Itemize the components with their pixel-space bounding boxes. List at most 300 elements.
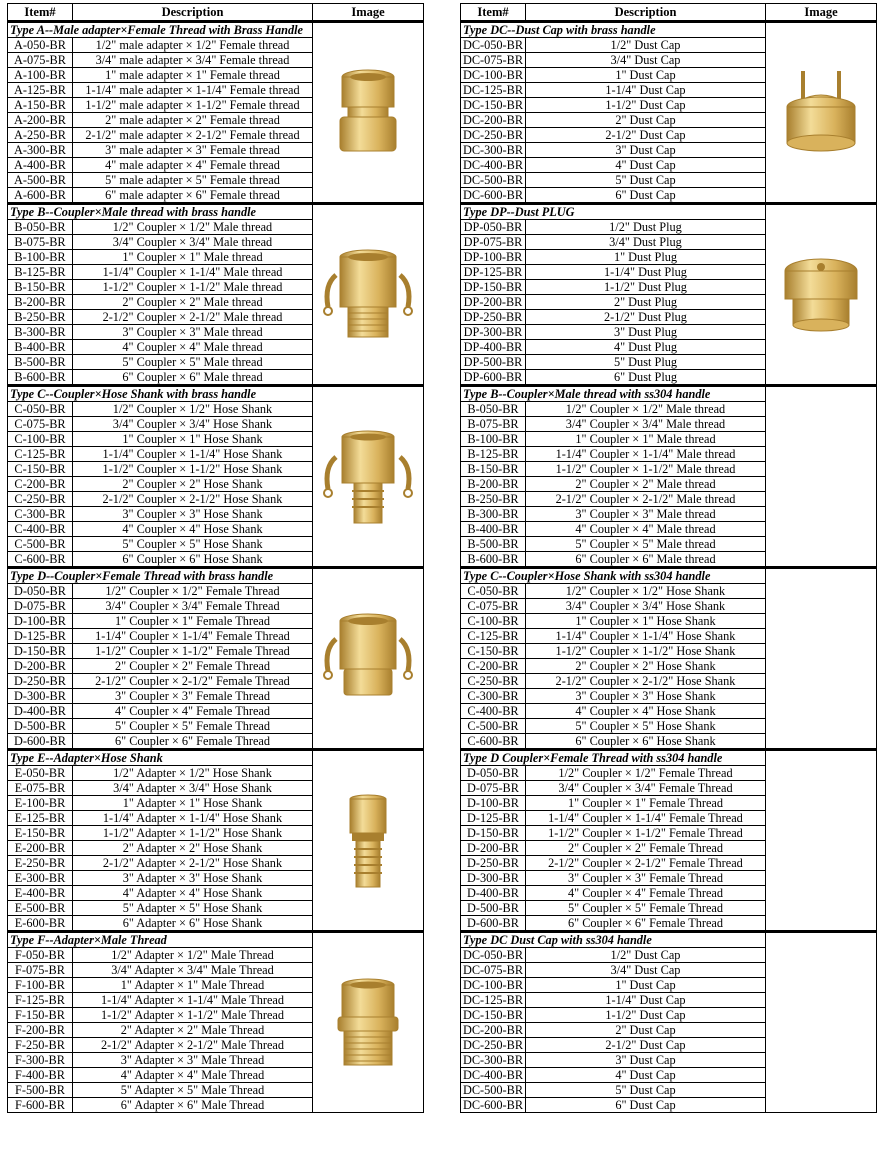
item-description: 5" Coupler × 5" Female Thread xyxy=(526,901,766,916)
item-description: 1/2" Coupler × 1/2" Hose Shank xyxy=(73,402,313,417)
item-description: 1-1/2" Dust Cap xyxy=(526,1008,766,1023)
item-code: DC-300-BR xyxy=(461,1053,526,1068)
item-description: 2" Adapter × 2" Male Thread xyxy=(73,1023,313,1038)
item-description: 6" Dust Cap xyxy=(526,188,766,204)
product-image xyxy=(313,750,424,932)
item-code: DP-500-BR xyxy=(461,355,526,370)
item-code: DC-125-BR xyxy=(461,83,526,98)
item-code: F-050-BR xyxy=(8,948,73,963)
section-title-row xyxy=(8,568,424,584)
item-code: E-125-BR xyxy=(8,811,73,826)
item-code: D-100-BR xyxy=(461,796,526,811)
item-code: C-075-BR xyxy=(461,599,526,614)
item-description: 1-1/2" Coupler × 1-1/2" Female Thread xyxy=(73,644,313,659)
item-description: 3" Adapter × 3" Hose Shank xyxy=(73,871,313,886)
item-code: A-125-BR xyxy=(8,83,73,98)
item-code: DC-300-BR xyxy=(461,143,526,158)
item-description: 3/4" Coupler × 3/4" Male thread xyxy=(526,417,766,432)
item-code: F-100-BR xyxy=(8,978,73,993)
item-description: 3/4" Coupler × 3/4" Male thread xyxy=(73,235,313,250)
item-description: 3/4" Dust Cap xyxy=(526,53,766,68)
item-code: A-200-BR xyxy=(8,113,73,128)
item-code: DC-100-BR xyxy=(461,68,526,83)
item-code: C-200-BR xyxy=(461,659,526,674)
item-description: 2-1/2" Coupler × 2-1/2" Female Thread xyxy=(526,856,766,871)
item-code: C-150-BR xyxy=(8,462,73,477)
item-code: D-300-BR xyxy=(8,689,73,704)
item-description: 1" Dust Cap xyxy=(526,68,766,83)
item-description: 4" Coupler × 4" Female Thread xyxy=(526,886,766,901)
item-code: DP-300-BR xyxy=(461,325,526,340)
item-description: 1-1/2" Adapter × 1-1/2" Male Thread xyxy=(73,1008,313,1023)
item-code: C-600-BR xyxy=(461,734,526,750)
item-description: 4" Coupler × 4" Hose Shank xyxy=(526,704,766,719)
item-description: 1/2" Dust Cap xyxy=(526,38,766,53)
item-description: 1/2" Coupler × 1/2" Hose Shank xyxy=(526,584,766,599)
item-description: 1-1/2" Coupler × 1-1/2" Hose Shank xyxy=(73,462,313,477)
dust-plug-icon xyxy=(771,245,871,345)
item-description: 6" Coupler × 6" Male thread xyxy=(526,552,766,568)
item-code: E-200-BR xyxy=(8,841,73,856)
section-title: Type B--Coupler×Male thread with brass handle xyxy=(8,204,313,220)
item-description: 1/2" Dust Plug xyxy=(526,220,766,235)
item-description: 5" Coupler × 5" Hose Shank xyxy=(526,719,766,734)
item-description: 1-1/4" Coupler × 1-1/4" Male thread xyxy=(526,447,766,462)
item-code: DC-400-BR xyxy=(461,1068,526,1083)
section-title: Type DC--Dust Cap with brass handle xyxy=(461,22,766,38)
section-title-row xyxy=(8,22,424,38)
item-code: D-200-BR xyxy=(8,659,73,674)
section-title-row xyxy=(461,568,877,584)
product-image-empty xyxy=(766,750,877,932)
item-code: DP-100-BR xyxy=(461,250,526,265)
section-title-row xyxy=(461,204,877,220)
item-code: B-300-BR xyxy=(461,507,526,522)
item-description: 1" Adapter × 1" Hose Shank xyxy=(73,796,313,811)
item-code: D-200-BR xyxy=(461,841,526,856)
item-description: 2" Dust Cap xyxy=(526,1023,766,1038)
item-description: 1" Adapter × 1" Male Thread xyxy=(73,978,313,993)
item-code: C-500-BR xyxy=(8,537,73,552)
item-description: 4" Dust Plug xyxy=(526,340,766,355)
header-image: Image xyxy=(313,4,424,22)
item-description: 2-1/2" Dust Plug xyxy=(526,310,766,325)
item-description: 6" Coupler × 6" Female Thread xyxy=(526,916,766,932)
product-image xyxy=(313,568,424,750)
item-description: 1-1/2" Coupler × 1-1/2" Male thread xyxy=(73,280,313,295)
item-code: D-600-BR xyxy=(8,734,73,750)
item-description: 2-1/2" Coupler × 2-1/2" Hose Shank xyxy=(73,492,313,507)
section-title-row xyxy=(461,932,877,948)
item-description: 3/4" Dust Plug xyxy=(526,235,766,250)
item-code: C-250-BR xyxy=(461,674,526,689)
item-code: A-050-BR xyxy=(8,38,73,53)
item-description: 3" Coupler × 3" Male thread xyxy=(73,325,313,340)
item-code: D-500-BR xyxy=(8,719,73,734)
item-code: C-250-BR xyxy=(8,492,73,507)
item-code: B-125-BR xyxy=(461,447,526,462)
item-description: 5" Dust Plug xyxy=(526,355,766,370)
item-code: D-500-BR xyxy=(461,901,526,916)
item-description: 1" Coupler × 1" Hose Shank xyxy=(73,432,313,447)
item-code: C-500-BR xyxy=(461,719,526,734)
item-description: 1-1/4" Coupler × 1-1/4" Female Thread xyxy=(73,629,313,644)
item-code: D-050-BR xyxy=(8,584,73,599)
item-code: D-600-BR xyxy=(461,916,526,932)
item-description: 4" Coupler × 4" Hose Shank xyxy=(73,522,313,537)
item-code: DP-200-BR xyxy=(461,295,526,310)
item-description: 1/2" male adapter × 1/2" Female thread xyxy=(73,38,313,53)
item-description: 1-1/2" Coupler × 1-1/2" Female Thread xyxy=(526,826,766,841)
item-code: A-400-BR xyxy=(8,158,73,173)
item-code: A-100-BR xyxy=(8,68,73,83)
item-description: 5" Adapter × 5" Hose Shank xyxy=(73,901,313,916)
item-description: 6" Coupler × 6" Hose Shank xyxy=(526,734,766,750)
item-description: 2" Coupler × 2" Male thread xyxy=(526,477,766,492)
item-description: 4" Adapter × 4" Male Thread xyxy=(73,1068,313,1083)
item-description: 2" male adapter × 2" Female thread xyxy=(73,113,313,128)
item-code: C-400-BR xyxy=(461,704,526,719)
item-description: 5" Dust Cap xyxy=(526,1083,766,1098)
item-code: E-075-BR xyxy=(8,781,73,796)
item-description: 1" Coupler × 1" Male thread xyxy=(73,250,313,265)
item-description: 5" Coupler × 5" Male thread xyxy=(526,537,766,552)
product-image xyxy=(313,22,424,204)
right-catalog-body xyxy=(461,22,877,1113)
item-code: DC-050-BR xyxy=(461,38,526,53)
item-code: DC-050-BR xyxy=(461,948,526,963)
item-description: 2-1/2" Coupler × 2-1/2" Female Thread xyxy=(73,674,313,689)
item-description: 2" Coupler × 2" Male thread xyxy=(73,295,313,310)
section-title: Type DC Dust Cap with ss304 handle xyxy=(461,932,766,948)
item-code: A-500-BR xyxy=(8,173,73,188)
header-description: Description xyxy=(526,4,766,22)
item-code: A-150-BR xyxy=(8,98,73,113)
section-title-row xyxy=(8,386,424,402)
item-description: 1-1/2" Dust Cap xyxy=(526,98,766,113)
item-code: C-075-BR xyxy=(8,417,73,432)
item-description: 2-1/2" Coupler × 2-1/2" Male thread xyxy=(73,310,313,325)
item-description: 3" Coupler × 3" Hose Shank xyxy=(73,507,313,522)
item-description: 4" Coupler × 4" Male thread xyxy=(526,522,766,537)
item-code: D-150-BR xyxy=(8,644,73,659)
section-title: Type C--Coupler×Hose Shank with ss304 handle xyxy=(461,568,766,584)
item-code: B-250-BR xyxy=(8,310,73,325)
item-code: C-400-BR xyxy=(8,522,73,537)
section-title-row xyxy=(461,750,877,766)
item-code: E-400-BR xyxy=(8,886,73,901)
item-description: 4" Coupler × 4" Male thread xyxy=(73,340,313,355)
item-code: DC-100-BR xyxy=(461,978,526,993)
item-description: 1" Coupler × 1" Female Thread xyxy=(526,796,766,811)
item-description: 1-1/4" Dust Cap xyxy=(526,993,766,1008)
item-code: C-200-BR xyxy=(8,477,73,492)
item-code: B-100-BR xyxy=(461,432,526,447)
item-description: 6" Coupler × 6" Male thread xyxy=(73,370,313,386)
item-code: DC-125-BR xyxy=(461,993,526,1008)
item-code: B-125-BR xyxy=(8,265,73,280)
item-description: 2" Coupler × 2" Hose Shank xyxy=(526,659,766,674)
item-description: 6" Adapter × 6" Hose Shank xyxy=(73,916,313,932)
item-code: DC-200-BR xyxy=(461,113,526,128)
item-code: DC-150-BR xyxy=(461,1008,526,1023)
item-code: DP-050-BR xyxy=(461,220,526,235)
item-description: 3/4" Dust Cap xyxy=(526,963,766,978)
item-description: 3/4" male adapter × 3/4" Female thread xyxy=(73,53,313,68)
item-description: 1-1/4" Dust Plug xyxy=(526,265,766,280)
item-code: C-300-BR xyxy=(8,507,73,522)
item-code: E-300-BR xyxy=(8,871,73,886)
item-code: B-600-BR xyxy=(461,552,526,568)
header-row xyxy=(8,4,424,22)
section-title-row xyxy=(461,22,877,38)
item-description: 1/2" Coupler × 1/2" Female Thread xyxy=(526,766,766,781)
item-code: DP-075-BR xyxy=(461,235,526,250)
item-code: B-600-BR xyxy=(8,370,73,386)
item-code: B-500-BR xyxy=(8,355,73,370)
item-code: B-200-BR xyxy=(8,295,73,310)
item-description: 1/2" Adapter × 1/2" Male Thread xyxy=(73,948,313,963)
item-code: DC-150-BR xyxy=(461,98,526,113)
item-description: 4" Coupler × 4" Female Thread xyxy=(73,704,313,719)
item-description: 6" Coupler × 6" Hose Shank xyxy=(73,552,313,568)
item-description: 3" Coupler × 3" Male thread xyxy=(526,507,766,522)
item-description: 4" Dust Cap xyxy=(526,1068,766,1083)
product-image-empty xyxy=(766,386,877,568)
header-image: Image xyxy=(766,4,877,22)
section-title: Type E--Adapter×Hose Shank xyxy=(8,750,313,766)
item-description: 3" Adapter × 3" Male Thread xyxy=(73,1053,313,1068)
header-item: Item# xyxy=(461,4,526,22)
item-description: 2" Coupler × 2" Hose Shank xyxy=(73,477,313,492)
item-code: D-400-BR xyxy=(461,886,526,901)
item-description: 6" Coupler × 6" Female Thread xyxy=(73,734,313,750)
item-description: 1-1/4" Coupler × 1-1/4" Male thread xyxy=(73,265,313,280)
item-description: 3" Dust Cap xyxy=(526,143,766,158)
section-title: Type A--Male adapter×Female Thread with Brass Handle xyxy=(8,22,313,38)
adapter-hose-shank-icon xyxy=(318,791,418,891)
item-code: E-050-BR xyxy=(8,766,73,781)
item-description: 2-1/2" Adapter × 2-1/2" Male Thread xyxy=(73,1038,313,1053)
item-description: 2-1/2" Coupler × 2-1/2" Male thread xyxy=(526,492,766,507)
item-description: 1-1/2" male adapter × 1-1/2" Female thread xyxy=(73,98,313,113)
item-code: D-125-BR xyxy=(8,629,73,644)
item-description: 2" Adapter × 2" Hose Shank xyxy=(73,841,313,856)
item-description: 2-1/2" Coupler × 2-1/2" Hose Shank xyxy=(526,674,766,689)
item-code: C-050-BR xyxy=(461,584,526,599)
item-description: 1" Coupler × 1" Female Thread xyxy=(73,614,313,629)
item-description: 3/4" Coupler × 3/4" Female Thread xyxy=(526,781,766,796)
item-code: D-400-BR xyxy=(8,704,73,719)
item-description: 1-1/4" Coupler × 1-1/4" Hose Shank xyxy=(526,629,766,644)
item-code: B-075-BR xyxy=(8,235,73,250)
item-description: 2" Coupler × 2" Female Thread xyxy=(526,841,766,856)
left-catalog-body xyxy=(8,22,424,1113)
item-code: F-150-BR xyxy=(8,1008,73,1023)
coupler-female-thread-icon xyxy=(318,609,418,709)
item-code: C-125-BR xyxy=(8,447,73,462)
item-code: C-050-BR xyxy=(8,402,73,417)
item-code: A-300-BR xyxy=(8,143,73,158)
item-description: 1-1/2" Coupler × 1-1/2" Hose Shank xyxy=(526,644,766,659)
item-code: F-075-BR xyxy=(8,963,73,978)
item-description: 1-1/4" male adapter × 1-1/4" Female thread xyxy=(73,83,313,98)
item-description: 5" Coupler × 5" Male thread xyxy=(73,355,313,370)
item-code: F-125-BR xyxy=(8,993,73,1008)
item-code: D-075-BR xyxy=(461,781,526,796)
product-image xyxy=(766,22,877,204)
dust-cap-icon xyxy=(771,63,871,163)
item-description: 6" male adapter × 6" Female thread xyxy=(73,188,313,204)
item-code: B-050-BR xyxy=(8,220,73,235)
item-description: 1/2" Dust Cap xyxy=(526,948,766,963)
right-catalog-table xyxy=(460,3,877,1113)
item-code: B-500-BR xyxy=(461,537,526,552)
item-code: C-100-BR xyxy=(461,614,526,629)
section-title: Type C--Coupler×Hose Shank with brass handle xyxy=(8,386,313,402)
item-code: E-600-BR xyxy=(8,916,73,932)
item-description: 1-1/4" Adapter × 1-1/4" Hose Shank xyxy=(73,811,313,826)
item-code: DP-125-BR xyxy=(461,265,526,280)
item-description: 1-1/4" Coupler × 1-1/4" Female Thread xyxy=(526,811,766,826)
item-code: F-200-BR xyxy=(8,1023,73,1038)
item-code: B-150-BR xyxy=(8,280,73,295)
item-code: B-200-BR xyxy=(461,477,526,492)
item-code: DC-075-BR xyxy=(461,53,526,68)
item-description: 2" Coupler × 2" Female Thread xyxy=(73,659,313,674)
male-adapter-female-thread-icon xyxy=(318,63,418,163)
item-description: 3/4" Coupler × 3/4" Hose Shank xyxy=(73,417,313,432)
item-code: C-300-BR xyxy=(461,689,526,704)
item-code: F-300-BR xyxy=(8,1053,73,1068)
item-code: B-100-BR xyxy=(8,250,73,265)
product-image-empty xyxy=(766,568,877,750)
item-code: DP-150-BR xyxy=(461,280,526,295)
item-code: F-500-BR xyxy=(8,1083,73,1098)
item-code: D-300-BR xyxy=(461,871,526,886)
item-description: 1-1/4" Adapter × 1-1/4" Male Thread xyxy=(73,993,313,1008)
section-title: Type B--Coupler×Male thread with ss304 handle xyxy=(461,386,766,402)
item-description: 3/4" Coupler × 3/4" Female Thread xyxy=(73,599,313,614)
item-code: B-400-BR xyxy=(461,522,526,537)
coupler-hose-shank-icon xyxy=(318,427,418,527)
item-description: 2-1/2" Dust Cap xyxy=(526,1038,766,1053)
item-description: 1" Dust Cap xyxy=(526,978,766,993)
product-image-empty xyxy=(766,932,877,1113)
item-description: 1/2" Coupler × 1/2" Male thread xyxy=(73,220,313,235)
item-code: F-400-BR xyxy=(8,1068,73,1083)
item-description: 3/4" Adapter × 3/4" Hose Shank xyxy=(73,781,313,796)
item-description: 1" Dust Plug xyxy=(526,250,766,265)
item-description: 1-1/2" Coupler × 1-1/2" Male thread xyxy=(526,462,766,477)
item-description: 6" Adapter × 6" Male Thread xyxy=(73,1098,313,1113)
item-code: DC-500-BR xyxy=(461,1083,526,1098)
item-description: 5" male adapter × 5" Female thread xyxy=(73,173,313,188)
product-image xyxy=(313,932,424,1113)
item-description: 5" Adapter × 5" Male Thread xyxy=(73,1083,313,1098)
item-code: DP-400-BR xyxy=(461,340,526,355)
item-code: B-250-BR xyxy=(461,492,526,507)
item-description: 4" male adapter × 4" Female thread xyxy=(73,158,313,173)
product-image xyxy=(766,204,877,386)
item-description: 3" Coupler × 3" Female Thread xyxy=(526,871,766,886)
item-code: DC-500-BR xyxy=(461,173,526,188)
item-code: DC-600-BR xyxy=(461,188,526,204)
item-description: 5" Dust Cap xyxy=(526,173,766,188)
item-code: D-250-BR xyxy=(461,856,526,871)
item-code: C-150-BR xyxy=(461,644,526,659)
item-code: D-150-BR xyxy=(461,826,526,841)
left-catalog-column xyxy=(7,3,423,1113)
item-description: 1" Coupler × 1" Male thread xyxy=(526,432,766,447)
item-description: 4" Dust Cap xyxy=(526,158,766,173)
item-code: F-600-BR xyxy=(8,1098,73,1113)
item-code: D-100-BR xyxy=(8,614,73,629)
item-code: E-100-BR xyxy=(8,796,73,811)
section-title-row xyxy=(8,932,424,948)
item-code: D-075-BR xyxy=(8,599,73,614)
section-title-row xyxy=(461,386,877,402)
item-code: E-500-BR xyxy=(8,901,73,916)
item-code: F-250-BR xyxy=(8,1038,73,1053)
section-title-row xyxy=(8,204,424,220)
item-description: 2-1/2" Dust Cap xyxy=(526,128,766,143)
item-code: B-400-BR xyxy=(8,340,73,355)
item-description: 1" male adapter × 1" Female thread xyxy=(73,68,313,83)
item-code: DC-250-BR xyxy=(461,128,526,143)
item-code: A-075-BR xyxy=(8,53,73,68)
item-description: 1-1/2" Dust Plug xyxy=(526,280,766,295)
item-description: 3/4" Adapter × 3/4" Male Thread xyxy=(73,963,313,978)
item-code: DP-250-BR xyxy=(461,310,526,325)
item-code: D-125-BR xyxy=(461,811,526,826)
item-code: A-600-BR xyxy=(8,188,73,204)
item-code: D-050-BR xyxy=(461,766,526,781)
item-description: 2-1/2" Adapter × 2-1/2" Hose Shank xyxy=(73,856,313,871)
adapter-male-thread-icon xyxy=(318,973,418,1073)
right-catalog-column xyxy=(460,3,876,1113)
item-code: DC-075-BR xyxy=(461,963,526,978)
item-description: 5" Coupler × 5" Female Thread xyxy=(73,719,313,734)
item-description: 1-1/4" Dust Cap xyxy=(526,83,766,98)
item-code: DP-600-BR xyxy=(461,370,526,386)
item-description: 1-1/2" Adapter × 1-1/2" Hose Shank xyxy=(73,826,313,841)
item-description: 2" Dust Cap xyxy=(526,113,766,128)
item-description: 3" Coupler × 3" Hose Shank xyxy=(526,689,766,704)
item-description: 3" male adapter × 3" Female thread xyxy=(73,143,313,158)
item-description: 1" Coupler × 1" Hose Shank xyxy=(526,614,766,629)
item-description: 6" Dust Cap xyxy=(526,1098,766,1113)
header-row xyxy=(461,4,877,22)
item-description: 5" Coupler × 5" Hose Shank xyxy=(73,537,313,552)
item-code: DC-250-BR xyxy=(461,1038,526,1053)
item-code: B-050-BR xyxy=(461,402,526,417)
item-code: B-150-BR xyxy=(461,462,526,477)
item-code: D-250-BR xyxy=(8,674,73,689)
left-catalog-table xyxy=(7,3,424,1113)
item-description: 3/4" Coupler × 3/4" Hose Shank xyxy=(526,599,766,614)
section-title: Type F--Adapter×Male Thread xyxy=(8,932,313,948)
section-title: Type D--Coupler×Female Thread with brass handle xyxy=(8,568,313,584)
item-description: 3" Dust Plug xyxy=(526,325,766,340)
item-code: B-075-BR xyxy=(461,417,526,432)
item-code: E-150-BR xyxy=(8,826,73,841)
item-code: DC-200-BR xyxy=(461,1023,526,1038)
coupler-male-thread-icon xyxy=(318,245,418,345)
item-description: 1-1/4" Coupler × 1-1/4" Hose Shank xyxy=(73,447,313,462)
header-item: Item# xyxy=(8,4,73,22)
item-description: 4" Adapter × 4" Hose Shank xyxy=(73,886,313,901)
